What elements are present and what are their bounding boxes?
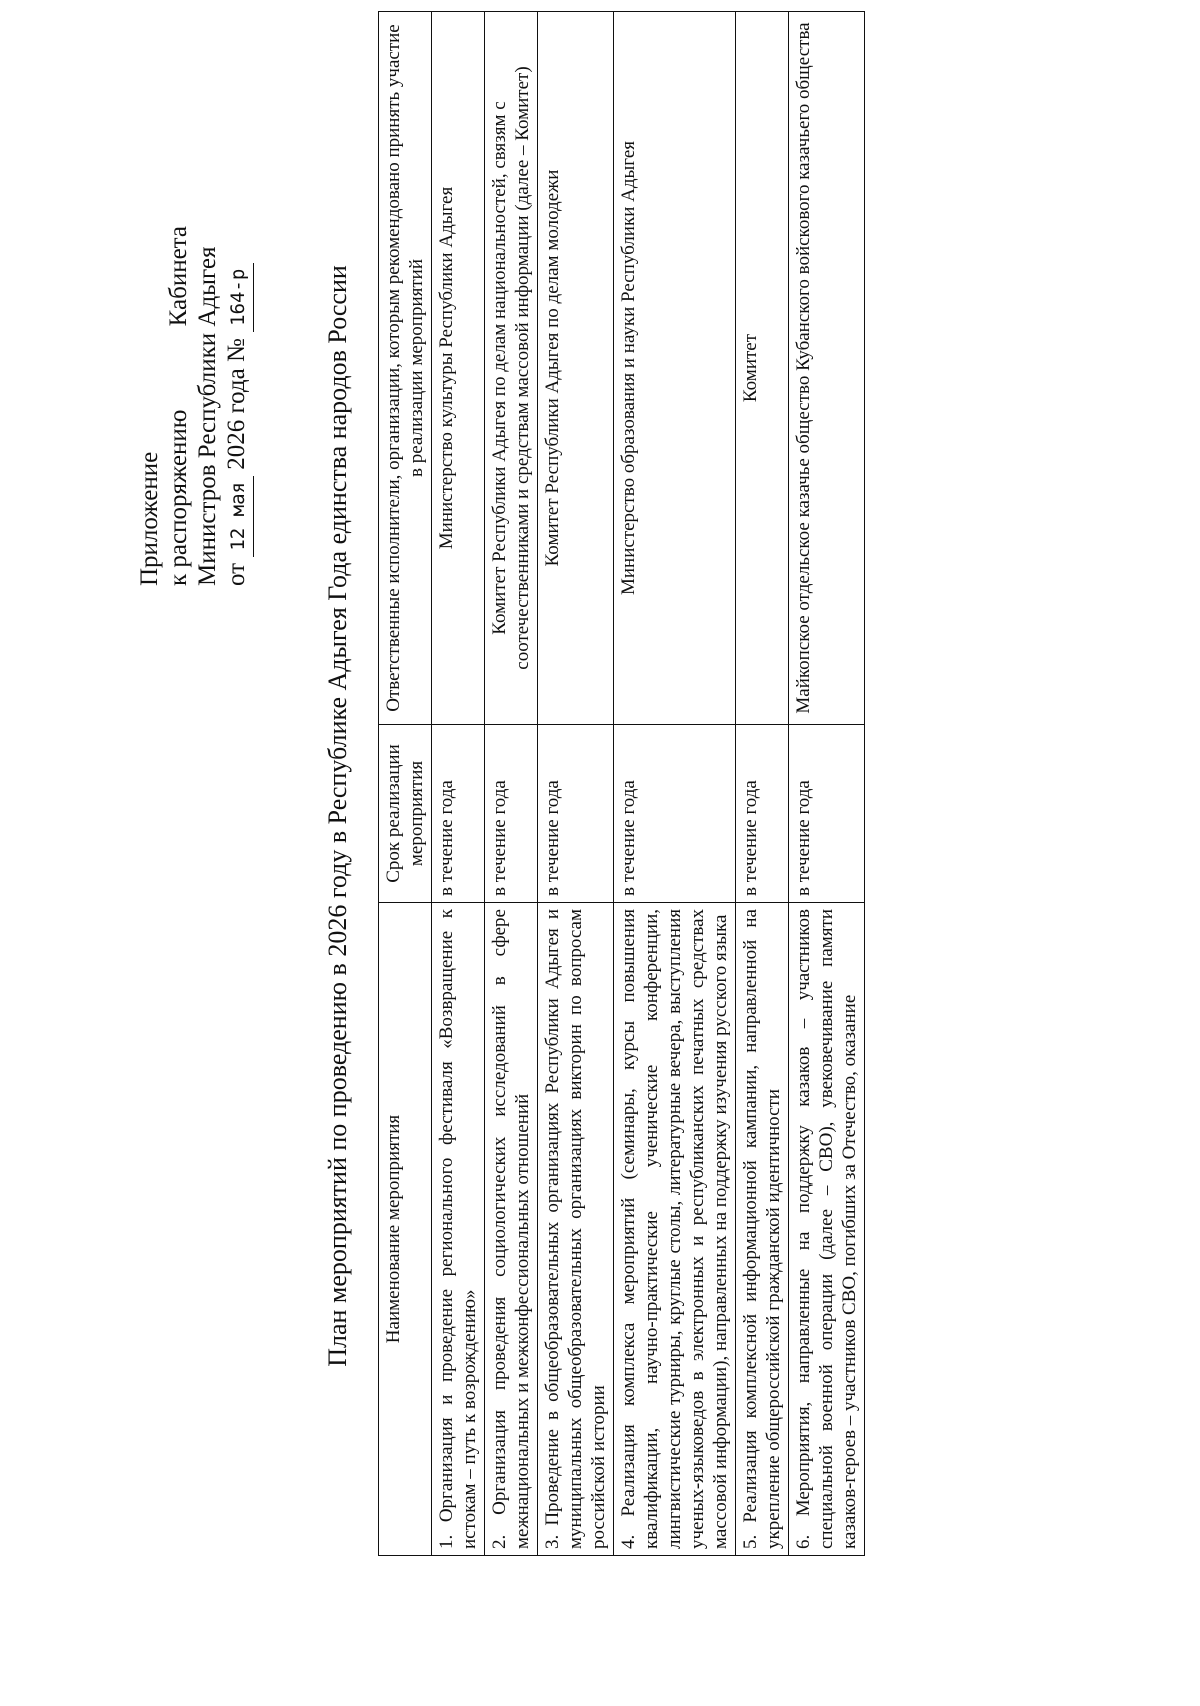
row-responsible: Комитет: [736, 12, 789, 725]
row-responsible: Министерство культуры Республики Адыгея: [432, 12, 485, 725]
row-responsible: Комитет Республики Адыгея по делам национальностей, связям с соотечественниками и средствам массовой информации (далее – Комитет): [485, 12, 538, 725]
plan-table: [378, 11, 865, 1556]
row-term: в течение года: [736, 725, 789, 903]
appendix-number-value: 164-р: [224, 263, 254, 332]
row-responsible: Министерство образования и науки Республики Адыгея: [614, 12, 736, 725]
row-term: в течение года: [538, 725, 614, 903]
appendix-cabinet-label: Кабинета: [165, 226, 192, 327]
row-term: в течение года: [614, 725, 736, 903]
row-name: 3. Проведение в общеобразовательных организациях Республики Адыгея и муниципальных общеобразовательных организациях викторин по вопросам российской истории: [538, 903, 614, 1556]
row-name: 6. Мероприятия, направленные на поддержку казаков – участников специальной военной операции (далее – СВО), увековечивание памяти казаков-героев – участников СВО, погибших за Отечество, оказание: [789, 903, 865, 1556]
table-header-row: [379, 12, 432, 1556]
header-responsible: Ответственные исполнители, организации, которым рекомендовано принять участие в реализации мероприятий: [379, 12, 432, 725]
appendix-from-label: от: [223, 562, 250, 586]
row-responsible: Комитет Республики Адыгея по делам молодежи: [538, 12, 614, 725]
row-responsible: Майкопское отдельское казачье общество Кубанского войскового казачьего общества: [789, 12, 865, 725]
row-name: 5. Реализация комплексной информационной кампании, направленной на укрепление общероссийской гражданской идентичности: [736, 903, 789, 1556]
appendix-title: Приложение: [136, 451, 163, 586]
row-term: в течение года: [432, 725, 485, 903]
appendix-year-label: 2026 года №: [223, 338, 250, 470]
appendix-line-order: [164, 226, 193, 586]
appendix-ministers-line: Министров Республики Адыгея: [194, 246, 221, 586]
header-name: Наименование мероприятия: [379, 903, 432, 1556]
row-name: 2. Организация проведения социологических исследований в сфере межнациональных и межконфессиональных отношений: [485, 903, 538, 1556]
header-term: Срок реализации мероприятия: [379, 725, 432, 903]
row-term: в течение года: [789, 725, 865, 903]
appendix-block: [135, 226, 254, 586]
table-row: [789, 12, 865, 1556]
row-term: в течение года: [485, 725, 538, 903]
appendix-date-value: 12 мая: [224, 476, 254, 557]
table-row: [538, 12, 614, 1556]
appendix-date-line: [222, 226, 254, 586]
row-name: 4. Реализация комплекса мероприятий (семинары, курсы повышения квалификации, научно-практические ученические конференции, лингвистические турниры, круглые столы, литературные вечера, выступления ученых-языковедов в электронных и республиканских печатных средствах массовой информации), направленных на поддержку изучения русского языка: [614, 903, 736, 1556]
table-row: [432, 12, 485, 1556]
table-row: [485, 12, 538, 1556]
table-row: [736, 12, 789, 1556]
table-row: [614, 12, 736, 1556]
row-name: 1. Организация и проведение регионального фестиваля «Возвращение к истокам – путь к возрождению»: [432, 903, 485, 1556]
plan-title: План мероприятий по проведению в 2026 году в Республике Адыгея Года единства народов России: [323, 265, 352, 1367]
appendix-order-label: к распоряжению: [165, 409, 192, 586]
